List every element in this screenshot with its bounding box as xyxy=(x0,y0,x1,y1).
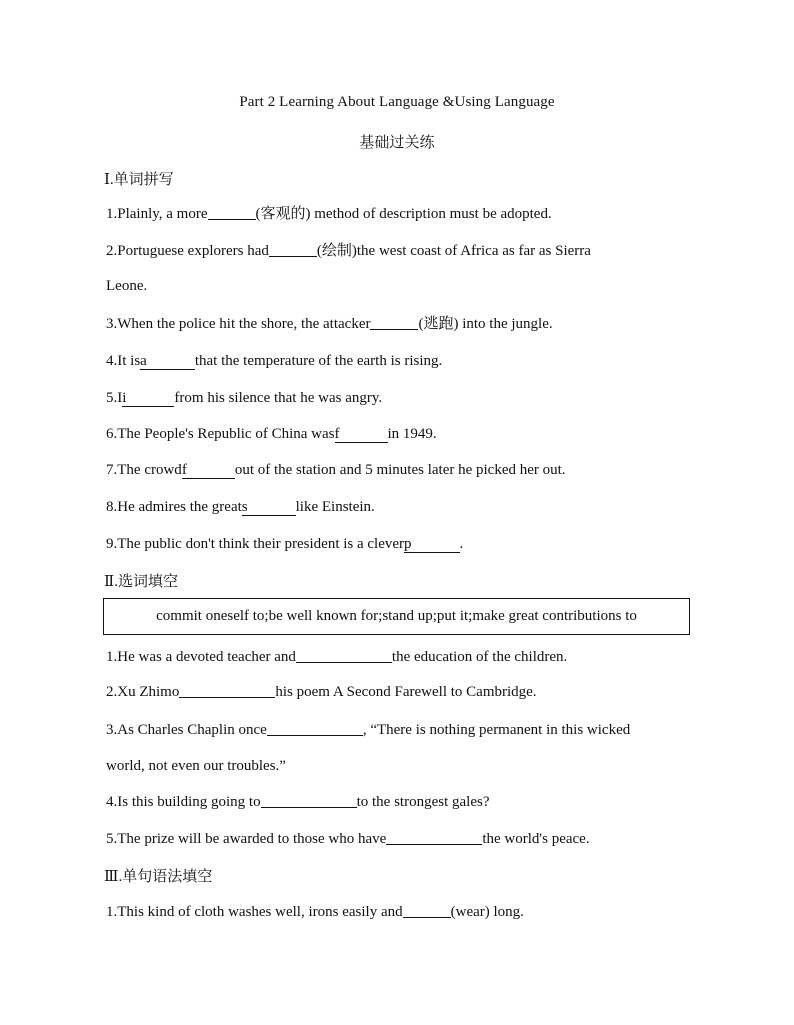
question-text: to the strongest gales? xyxy=(356,794,490,810)
section-2-heading: Ⅱ.选词填空 xyxy=(104,574,178,590)
s2-question-1 xyxy=(106,646,567,667)
question-text: 4.It is xyxy=(106,353,141,369)
question-text: (wear) long. xyxy=(450,904,524,920)
initial-letter-hint: a xyxy=(140,353,147,369)
question-text: (绘制)the west coast of Africa as far as Sierra xyxy=(316,243,591,259)
question-text: (逃跑) into the jungle. xyxy=(418,316,553,332)
question-text: 6.The People's Republic of China was xyxy=(106,426,335,442)
section-1-heading: Ⅰ.单词拼写 xyxy=(104,172,174,188)
s1-question-7 xyxy=(106,460,566,480)
s2-question-3 xyxy=(106,719,630,740)
question-text: out of the station and 5 minutes later he picked her out. xyxy=(234,462,566,478)
question-text: 2.Portuguese explorers had xyxy=(106,243,269,259)
initial-letter-hint: f xyxy=(181,462,187,478)
question-text: like Einstein. xyxy=(295,499,375,515)
question-text: 5.I xyxy=(106,390,123,406)
s1-question-2 xyxy=(106,240,591,261)
answer-blank-with-hint[interactable] xyxy=(404,536,460,553)
question-text: 1.Plainly, a more xyxy=(106,206,208,222)
s3-question-1 xyxy=(106,901,524,922)
question-text: , “There is nothing permanent in this wicked xyxy=(362,722,631,738)
question-text: 3.When the police hit the shore, the attacker xyxy=(106,316,371,332)
question-text: 5.The prize will be awarded to those who have xyxy=(106,831,387,847)
question-text: that the temperature of the earth is rising. xyxy=(194,353,443,369)
s1-question-2-continued: Leone. xyxy=(106,278,148,294)
answer-blank-with-hint[interactable] xyxy=(242,499,296,516)
s1-question-3 xyxy=(106,313,553,334)
answer-blank[interactable] xyxy=(267,721,363,736)
question-text: . xyxy=(459,536,464,552)
s1-question-6 xyxy=(106,424,437,444)
answer-blank-with-hint[interactable] xyxy=(122,390,174,407)
initial-letter-hint: f xyxy=(334,426,340,442)
page-title: Part 2 Learning About Language &Using Language xyxy=(239,94,555,110)
question-text: from his silence that he was angry. xyxy=(174,390,383,406)
answer-blank-with-hint[interactable] xyxy=(182,462,235,479)
s2-question-2 xyxy=(106,681,537,702)
answer-blank[interactable] xyxy=(261,793,357,808)
question-text: 1.This kind of cloth washes well, irons easily and xyxy=(106,904,403,920)
question-text: (客观的) method of description must be adopted. xyxy=(255,206,552,222)
initial-letter-hint: s xyxy=(241,499,248,515)
answer-blank[interactable] xyxy=(403,903,451,918)
question-text: 4.Is this building going to xyxy=(106,794,261,810)
s2-question-3-continued: world, not even our troubles.” xyxy=(106,758,286,774)
initial-letter-hint: p xyxy=(404,536,412,552)
s2-question-4 xyxy=(106,791,489,812)
s1-question-4 xyxy=(106,351,442,371)
s2-question-5 xyxy=(106,828,590,849)
question-text: 2.Xu Zhimo xyxy=(106,684,180,700)
answer-blank[interactable] xyxy=(179,683,275,698)
section-3-heading: Ⅲ.单句语法填空 xyxy=(104,869,213,885)
s1-question-1 xyxy=(106,203,552,224)
answer-blank[interactable] xyxy=(386,830,482,845)
answer-blank[interactable] xyxy=(208,205,256,220)
answer-blank-with-hint[interactable] xyxy=(335,426,388,443)
answer-blank[interactable] xyxy=(296,648,392,663)
question-text: in 1949. xyxy=(387,426,437,442)
question-text: the world's peace. xyxy=(482,831,590,847)
answer-blank-with-hint[interactable] xyxy=(140,353,195,370)
question-text: the education of the children. xyxy=(391,649,568,665)
initial-letter-hint: i xyxy=(122,390,127,406)
question-text: 9.The public don't think their president is a clever xyxy=(106,536,405,552)
s1-question-9 xyxy=(106,534,463,554)
word-bank-box: commit oneself to;be well known for;stand up;put it;make great contributions to xyxy=(103,598,690,635)
question-text: 3.As Charles Chaplin once xyxy=(106,722,267,738)
s1-question-8 xyxy=(106,497,375,517)
page-subtitle: 基础过关练 xyxy=(359,135,435,151)
answer-blank[interactable] xyxy=(269,242,317,257)
s1-question-5 xyxy=(106,388,382,408)
question-text: 1.He was a devoted teacher and xyxy=(106,649,296,665)
question-text: 8.He admires the great xyxy=(106,499,242,515)
question-text: 7.The crowd xyxy=(106,462,182,478)
answer-blank[interactable] xyxy=(370,315,418,330)
question-text: his poem A Second Farewell to Cambridge. xyxy=(275,684,537,700)
